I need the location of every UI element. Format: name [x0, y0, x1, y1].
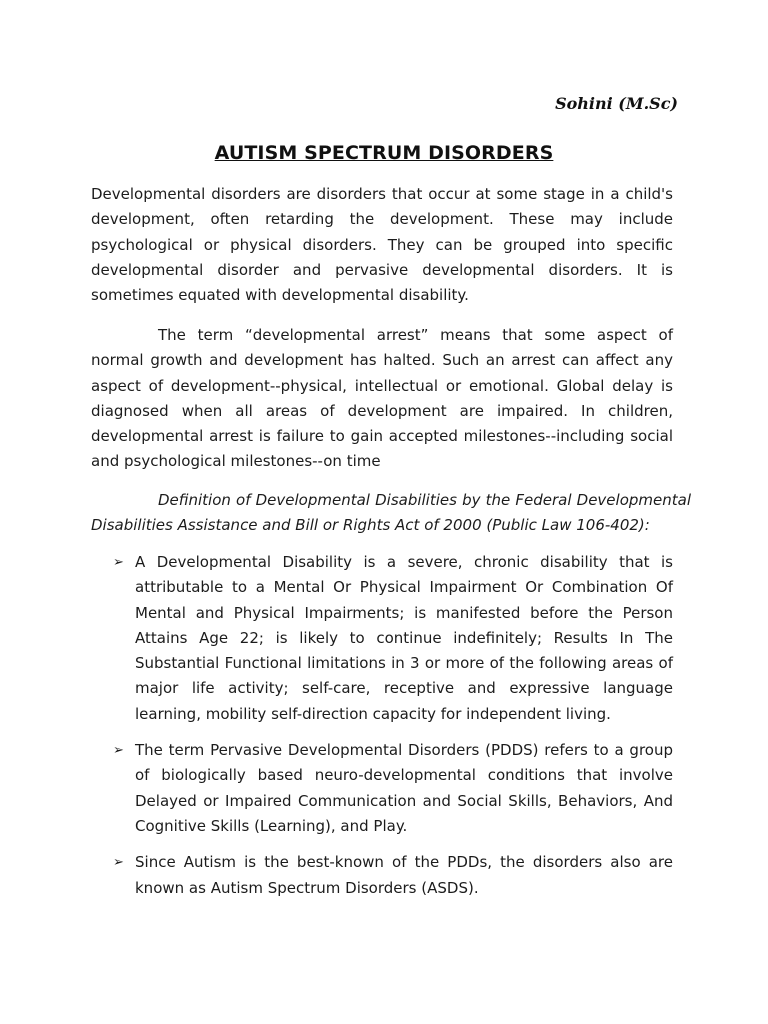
bullet-list — [91, 550, 673, 912]
bullet-text: The term Pervasive Developmental Disorders (PDDS) refers to a group of biologically based neuro-developmental conditions that involve Delayed or Impaired Communication and Social Skills, Behaviors, And Cognitive Skills (Learning), and Play. — [135, 741, 673, 835]
document-title: AUTISM SPECTRUM DISORDERS — [214, 142, 554, 164]
paragraph-intro: Developmental disorders are disorders that occur at some stage in a child's development, often retarding the development. These may include psychological or physical disorders. They can be grouped into specific developmental disorder and pervasive developmental disorders. It is sometimes equated with developmental disability. — [91, 185, 673, 305]
bullet-item — [91, 850, 673, 901]
arrowhead-bullet-icon: ➢ — [113, 555, 124, 570]
paragraph-definition-heading: Definition of Developmental Disabilities by the Federal Developmental Disabilities Assistance and Bill or Rights Act of 2000 (Public Law 106-402): — [91, 491, 691, 535]
author-name: Sohini (M.Sc) — [555, 94, 678, 113]
bullet-text: Since Autism is the best-known of the PDDs, the disorders also are known as Autism Spectrum Disorders (ASDS). — [135, 853, 673, 897]
bullet-item — [91, 550, 673, 727]
bullet-text: A Developmental Disability is a severe, chronic disability that is attributable to a Mental Or Physical Impairment Or Combination Of Mental and Physical Impairments; is manifested before the Person Attains Age 22; is likely to continue indefinitely; Results In The Substantial Functional limitations in 3 or more of the following areas of major life activity; self-care, receptive and expressive language learning, mobility self-direction capacity for independent living. — [135, 553, 673, 723]
paragraph-developmental-arrest: The term “developmental arrest” means that some aspect of normal growth and development has halted. Such an arrest can affect any aspect of development--physical, intellectual or emotional. Global delay is diagnosed when all areas of development are impaired. In children, developmental arrest is failure to gain accepted milestones--including social and psychological milestones--on time — [91, 326, 673, 471]
arrowhead-bullet-icon: ➢ — [113, 855, 124, 871]
arrowhead-bullet-icon: ➢ — [113, 743, 124, 759]
bullet-item — [91, 738, 673, 839]
